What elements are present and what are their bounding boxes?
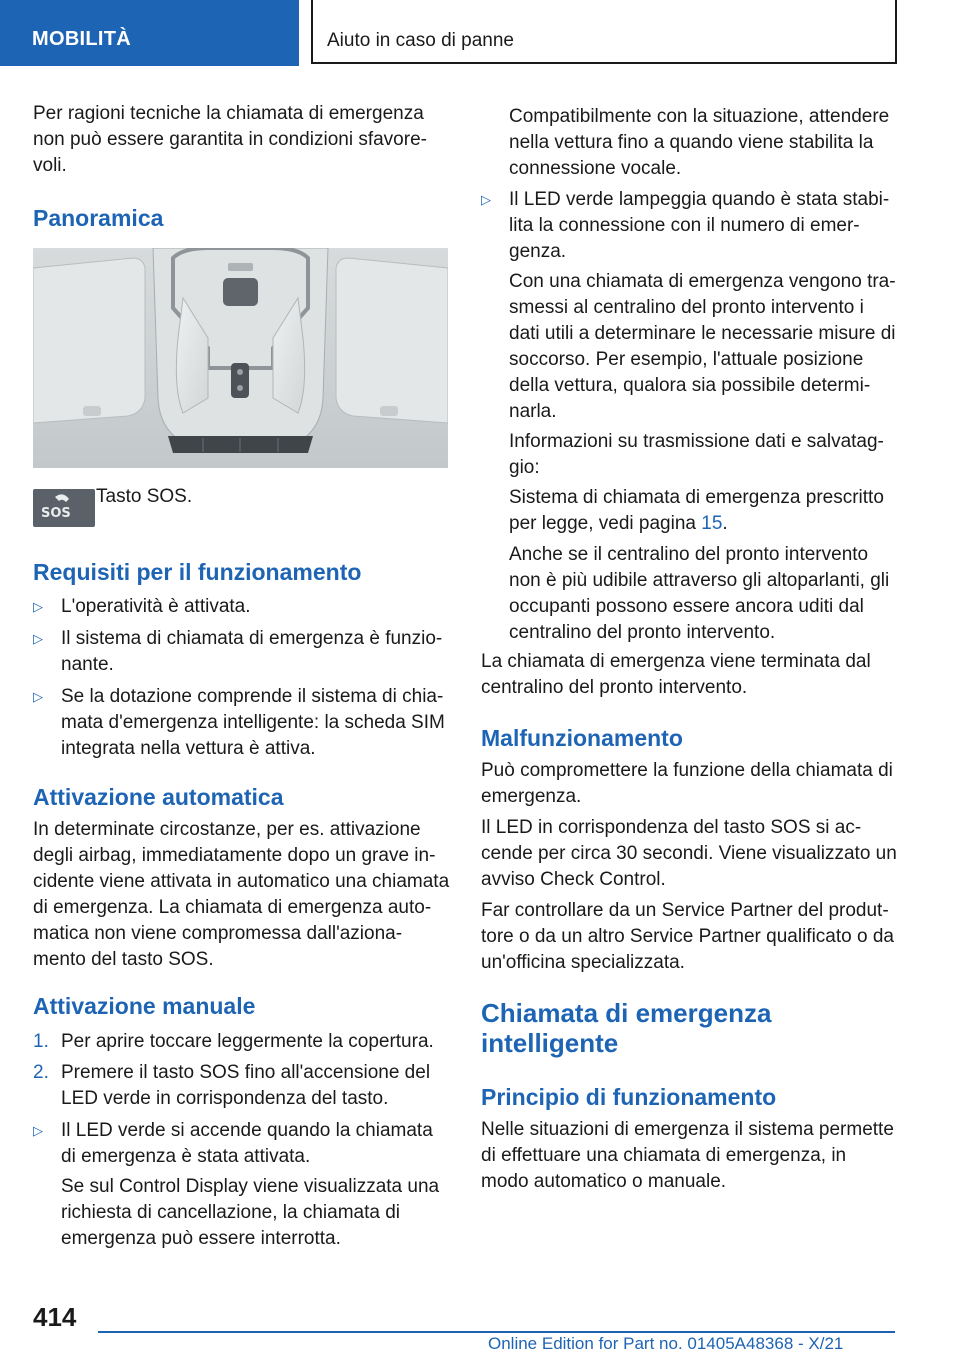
- audible-paragraph: Anche se il centralino del pronto intervento non è più udibile attraverso gli altoparlanti, gli occupanti possono essere ancora uditi dal centralino del pronto intervento.: [509, 544, 890, 643]
- principle-heading: Principio di funzionamento: [481, 1084, 777, 1110]
- intelligent-call-heading: Chiamata di emergenza intelligente: [481, 998, 772, 1058]
- requisiti-item-1: L'operatività è attivata.: [61, 596, 251, 617]
- sos-caption: Tasto SOS.: [96, 486, 193, 507]
- manual-activation-heading: Attivazione manuale: [33, 993, 256, 1019]
- manual-cancel-note: Se sul Control Display viene visualizzata una richiesta di cancellazione, la chiamata di emergenza può essere interrotta.: [61, 1176, 440, 1249]
- step-number: 2.: [33, 1062, 49, 1083]
- info-paragraph: Informazioni su trasmissione dati e salvatag- gio:: [509, 431, 884, 478]
- edition-footer: Online Edition for Part no. 01405A48368 - X/21: [488, 1334, 844, 1353]
- auto-activation-heading: Attivazione automatica: [33, 784, 284, 810]
- bullet-glyph: ▷: [33, 631, 43, 646]
- manual-step-1: Per aprire toccare leggermente la copertura.: [61, 1031, 434, 1052]
- chapter-title: Aiuto in caso di panne: [327, 30, 514, 51]
- requisiti-heading: Requisiti per il funzionamento: [33, 559, 362, 585]
- overhead-console-image: [33, 248, 448, 468]
- principle-paragraph: Nelle situazioni di emergenza il sistema permette di effettuare una chiamata di emergenza, in modo automatico o manuale.: [481, 1119, 894, 1192]
- page-number: 414: [33, 1302, 77, 1332]
- manual-step-2: Premere il tasto SOS fino all'accensione del LED verde in corrispondenza del tasto.: [61, 1062, 431, 1109]
- section-title: MOBILITÀ: [32, 28, 132, 50]
- malfunction-paragraph-2: Il LED in corrispondenza del tasto SOS si ac- cende per circa 30 secondi. Viene visualizzato un avviso Check Control.: [481, 817, 897, 890]
- page-reference-link[interactable]: 15: [701, 513, 723, 534]
- led-blink-bullet: Il LED verde lampeggia quando è stata stabi- lita la connessione con il numero di emer- genza.: [509, 189, 890, 262]
- requisiti-item-3: Se la dotazione comprende il sistema di chia- mata d'emergenza intelligente: la scheda SIM integrata nella vettura è attiva.: [61, 686, 445, 759]
- panoramica-heading: Panoramica: [33, 205, 164, 231]
- malfunction-heading: Malfunzionamento: [481, 725, 683, 751]
- legal-reference-paragraph: Sistema di chiamata di emergenza prescritto per legge, vedi pagina 15.: [509, 487, 884, 534]
- manual-led-bullet: Il LED verde si accende quando la chiamata di emergenza è stata attivata.: [61, 1120, 433, 1167]
- requisiti-item-2: Il sistema di chiamata di emergenza è funzio- nante.: [61, 628, 443, 675]
- footer-divider: [98, 1331, 895, 1333]
- intro-paragraph: Per ragioni tecniche la chiamata di emergenza non può essere garantita in condizioni sfavore- voli.: [33, 103, 427, 176]
- malfunction-paragraph-3: Far controllare da un Service Partner del produt- tore o da un altro Service Partner qualificato o da un'officina specializzata.: [481, 900, 894, 973]
- sos-button-icon: SOS: [33, 489, 95, 527]
- malfunction-paragraph-1: Può compromettere la funzione della chiamata di emergenza.: [481, 760, 893, 807]
- auto-activation-text: In determinate circostanze, per es. attivazione degli airbag, immediatamente dopo un grave in- cidente viene attivata in automatico una chiamata di emergenza. La chiamata di emergenza auto- matica non viene compromessa dall'aziona- mento del tasto SOS.: [33, 819, 450, 970]
- chapter-tab: [311, 0, 897, 64]
- bullet-glyph: ▷: [33, 1123, 43, 1138]
- bullet-glyph: ▷: [33, 599, 43, 614]
- section-tab: [0, 0, 299, 66]
- terminated-paragraph: La chiamata di emergenza viene terminata dal centralino del pronto intervento.: [481, 651, 871, 698]
- bullet-glyph: ▷: [481, 192, 491, 207]
- compat-paragraph: Compatibilmente con la situazione, attendere nella vettura fino a quando viene stabilita la connessione vocale.: [509, 106, 890, 179]
- data-transmission-paragraph: Con una chiamata di emergenza vengono tra- smessi al centralino del pronto intervento i dati utili a determinare le necessarie misure di soccorso. Per esempio, l'attuale posizione della vettura, qualora sia possibile determi- narla.: [509, 271, 896, 422]
- step-number: 1.: [33, 1031, 49, 1052]
- bullet-glyph: ▷: [33, 689, 43, 704]
